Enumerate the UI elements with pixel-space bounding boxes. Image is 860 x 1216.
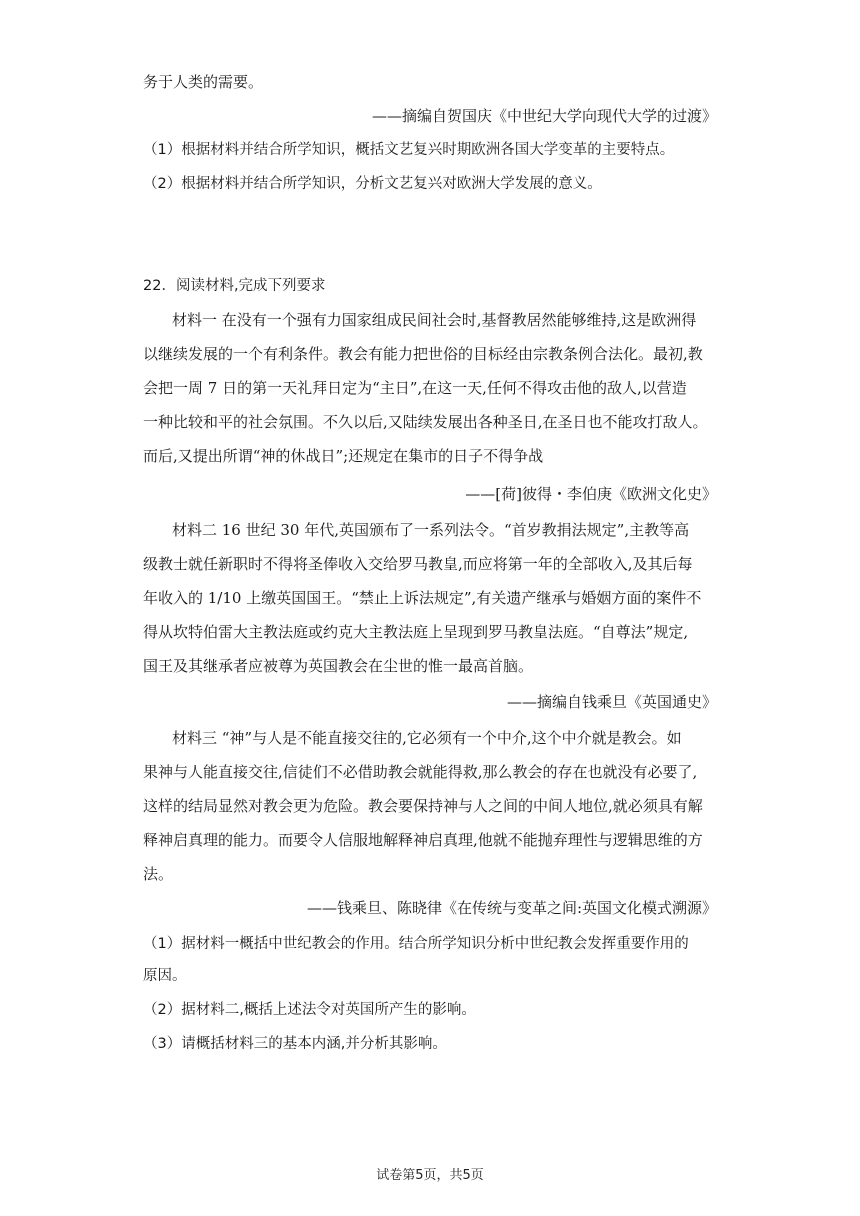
material-2-source: ——摘编自钱乘旦《英国通史》 <box>506 693 717 711</box>
text-line: 务于人类的需要。 <box>143 73 264 91</box>
material-2-line: 国王及其继承者应被尊为英国教会在尘世的惟一最高首脑。 <box>143 657 534 675</box>
page-footer: 试卷第5页，共5页 <box>376 1168 484 1183</box>
material-2-line: 级教士就任新职时不得将圣俸收入交给罗马教皇,而应将第一年的全部收入,及其后每 <box>143 555 693 573</box>
material-1-line: 材料一 在没有一个强有力国家组成民间社会时,基督教居然能够维持,这是欧洲得 <box>172 311 697 329</box>
question-1: （1）根据材料并结合所学知识，概括文艺复兴时期欧洲各国大学变革的主要特点。 <box>143 142 675 158</box>
subquestion-line: （1）据材料一概括中世纪教会的作用。结合所学知识分析中世纪教会发挥重要作用的 <box>143 936 689 952</box>
material-1-source: ——[荷]彼得・李伯庚《欧洲文化史》 <box>465 485 717 503</box>
source-citation: ——摘编自贺国庆《中世纪大学向现代大学的过渡》 <box>371 107 717 125</box>
subquestion-line: （2）据材料二,概括上述法令对英国所产生的影响。 <box>143 1002 476 1018</box>
question-2: （2）根据材料并结合所学知识，分析文艺复兴对欧洲大学发展的意义。 <box>143 176 602 192</box>
material-3-line: 法。 <box>143 865 174 883</box>
material-3-line: 释神启真理的能力。而要令人信服地解释神启真理,他就不能抛弃理性与逻辑思维的方 <box>143 831 703 849</box>
material-3-line: 这样的结局显然对教会更为危险。教会要保持神与人之间的中间人地位,就必须具有解 <box>143 797 703 815</box>
material-1-line: 一种比较和平的社会氛围。不久以后,又陆续发展出各种圣日,在圣日也不能攻打敌人。 <box>143 413 708 431</box>
material-3-line: 材料三 “神”与人是不能直接交往的,它必须有一个中介,这个中介就是教会。如 <box>172 729 682 747</box>
material-2-line: 得从坎特伯雷大主教法庭或约克大主教法庭上呈现到罗马教皇法庭。“自尊法”规定, <box>143 623 689 641</box>
subquestion-line: 原因。 <box>143 968 187 984</box>
question-22-title: 22．阅读材料,完成下列要求 <box>143 278 326 294</box>
material-3-line: 果神与人能直接交往,信徒们不必借助教会就能得救,那么教会的存在也就没有必要了, <box>143 763 698 781</box>
material-1-line: 以继续发展的一个有利条件。教会有能力把世俗的目标经由宗教条例合法化。最初,教 <box>143 345 703 363</box>
subquestion-line: （3）请概括材料三的基本内涵,并分析其影响。 <box>143 1036 447 1052</box>
material-3-source: ——钱乘旦、陈晓律《在传统与变革之间:英国文化模式溯源》 <box>306 899 717 917</box>
material-1-line: 会把一周 7 日的第一天礼拜日定为“主日”,在这一天,任何不得攻击他的敌人,以营造 <box>143 379 687 397</box>
material-1-line: 而后,又提出所谓“神的休战日”;还规定在集市的日子不得争战 <box>143 447 544 465</box>
material-2-line: 材料二 16 世纪 30 年代,英国颁布了一系列法令。“首岁教捐法规定”,主教等高 <box>172 521 690 539</box>
material-2-line: 年收入的 1/10 上缴英国国王。“禁止上诉法规定”,有关遗产继承与婚姻方面的案件不 <box>143 589 702 607</box>
